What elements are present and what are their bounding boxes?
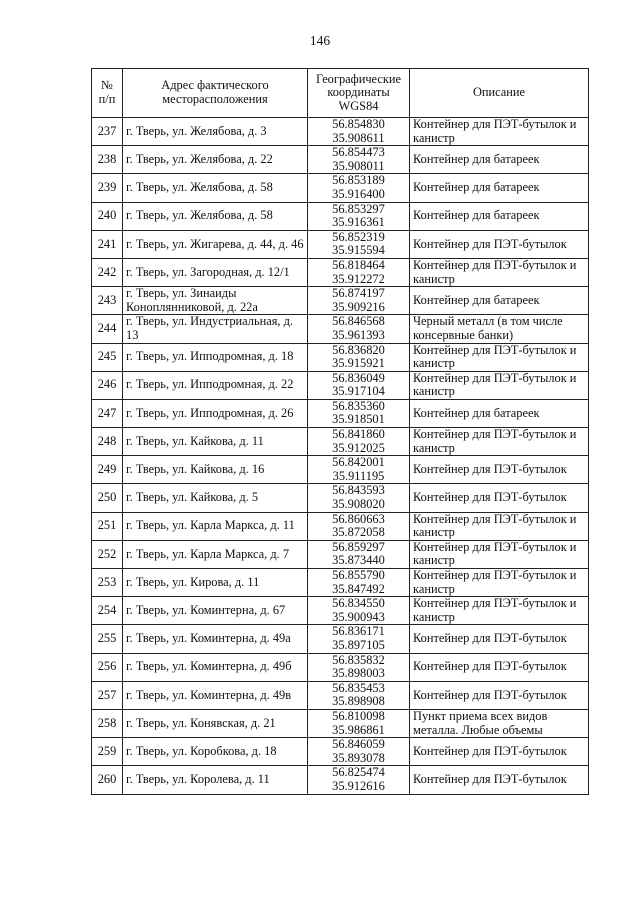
table-row bbox=[92, 202, 589, 230]
row-coordinates bbox=[308, 709, 410, 737]
row-coordinates bbox=[308, 597, 410, 625]
row-coordinates bbox=[308, 399, 410, 427]
row-number: 240 bbox=[92, 202, 123, 230]
row-longitude: 35.912025 bbox=[332, 440, 385, 455]
row-longitude: 35.916361 bbox=[332, 215, 385, 230]
row-description: Контейнер для ПЭТ-бутылок bbox=[410, 230, 589, 258]
row-latitude: 56.842001 bbox=[332, 455, 385, 470]
row-number: 252 bbox=[92, 540, 123, 568]
table-header-row bbox=[92, 69, 589, 118]
table-row bbox=[92, 766, 589, 794]
row-latitude: 56.835360 bbox=[332, 399, 385, 413]
row-coordinates bbox=[308, 540, 410, 568]
row-coordinates bbox=[308, 174, 410, 202]
row-description: Контейнер для ПЭТ-бутылок bbox=[410, 653, 589, 681]
row-description: Контейнер для ПЭТ-бутылок и канистр bbox=[410, 512, 589, 540]
row-coordinates bbox=[308, 202, 410, 230]
row-latitude: 56.843593 bbox=[332, 483, 385, 498]
table-row bbox=[92, 597, 589, 625]
row-number: 246 bbox=[92, 371, 123, 399]
row-latitude: 56.854830 bbox=[332, 117, 385, 131]
row-longitude: 35.872058 bbox=[332, 525, 385, 540]
row-latitude: 56.860663 bbox=[332, 512, 385, 526]
row-latitude: 56.846568 bbox=[332, 314, 385, 329]
row-description: Контейнер для ПЭТ-бутылок и канистр bbox=[410, 118, 589, 146]
row-number: 256 bbox=[92, 653, 123, 681]
table-row bbox=[92, 230, 589, 258]
row-longitude: 35.986861 bbox=[332, 722, 385, 737]
row-latitude: 56.852319 bbox=[332, 230, 385, 244]
table-row bbox=[92, 540, 589, 568]
row-coordinates bbox=[308, 230, 410, 258]
row-description: Пункт приема всех видов металла. Любые объемы bbox=[410, 709, 589, 737]
row-longitude: 35.893078 bbox=[332, 750, 385, 765]
row-coordinates bbox=[308, 258, 410, 286]
row-latitude: 56.836171 bbox=[332, 624, 385, 639]
row-longitude: 35.918501 bbox=[332, 412, 385, 427]
row-longitude: 35.912616 bbox=[332, 778, 385, 793]
row-address: г. Тверь, ул. Кайкова, д. 5 bbox=[123, 484, 308, 512]
row-longitude: 35.847492 bbox=[332, 581, 385, 596]
row-coordinates bbox=[308, 653, 410, 681]
row-longitude: 35.915921 bbox=[332, 356, 385, 371]
row-coordinates bbox=[308, 146, 410, 174]
row-address: г. Тверь, ул. Зинаиды Коноплянниковой, д. 22а bbox=[123, 287, 308, 315]
row-latitude: 56.810098 bbox=[332, 709, 385, 723]
row-number: 241 bbox=[92, 230, 123, 258]
row-description: Черный металл (в том числе консервные банки) bbox=[410, 315, 589, 343]
row-address: г. Тверь, ул. Индустриальная, д. 13 bbox=[123, 315, 308, 343]
table-row bbox=[92, 653, 589, 681]
row-number: 257 bbox=[92, 681, 123, 709]
table-body bbox=[92, 118, 589, 795]
row-longitude: 35.908011 bbox=[332, 158, 385, 173]
row-number: 259 bbox=[92, 738, 123, 766]
row-latitude: 56.874197 bbox=[332, 286, 385, 301]
row-number: 254 bbox=[92, 597, 123, 625]
header-address: Адрес фактического месторасположения bbox=[123, 69, 308, 118]
table-row bbox=[92, 146, 589, 174]
row-address: г. Тверь, ул. Карла Маркса, д. 11 bbox=[123, 512, 308, 540]
table-row bbox=[92, 428, 589, 456]
row-address: г. Тверь, ул. Коминтерна, д. 67 bbox=[123, 597, 308, 625]
table-row bbox=[92, 258, 589, 286]
row-longitude: 35.915594 bbox=[332, 243, 385, 258]
header-number: № п/п bbox=[92, 69, 123, 118]
row-number: 245 bbox=[92, 343, 123, 371]
row-description: Контейнер для батареек bbox=[410, 174, 589, 202]
table-row bbox=[92, 343, 589, 371]
row-address: г. Тверь, ул. Кирова, д. 11 bbox=[123, 569, 308, 597]
row-longitude: 35.917104 bbox=[332, 384, 385, 399]
row-description: Контейнер для ПЭТ-бутылок и канистр bbox=[410, 540, 589, 568]
row-description: Контейнер для ПЭТ-бутылок и канистр bbox=[410, 343, 589, 371]
header-coordinates: Географические координаты WGS84 bbox=[308, 69, 410, 118]
row-description: Контейнер для ПЭТ-бутылок и канистр bbox=[410, 428, 589, 456]
row-longitude: 35.911195 bbox=[332, 468, 385, 483]
row-longitude: 35.898003 bbox=[332, 666, 385, 681]
row-longitude: 35.909216 bbox=[332, 299, 385, 314]
table-row bbox=[92, 118, 589, 146]
row-longitude: 35.912272 bbox=[332, 271, 385, 286]
row-longitude: 35.908020 bbox=[332, 497, 385, 512]
row-latitude: 56.855790 bbox=[332, 568, 385, 582]
row-latitude: 56.836049 bbox=[332, 371, 385, 385]
row-number: 255 bbox=[92, 625, 123, 653]
row-description: Контейнер для ПЭТ-бутылок bbox=[410, 456, 589, 484]
row-coordinates bbox=[308, 118, 410, 146]
table-row bbox=[92, 371, 589, 399]
row-number: 249 bbox=[92, 456, 123, 484]
row-number: 253 bbox=[92, 569, 123, 597]
row-coordinates bbox=[308, 315, 410, 343]
row-description: Контейнер для батареек bbox=[410, 399, 589, 427]
row-latitude: 56.834550 bbox=[332, 596, 385, 611]
header-description: Описание bbox=[410, 69, 589, 118]
row-latitude: 56.841860 bbox=[332, 427, 385, 442]
row-coordinates bbox=[308, 738, 410, 766]
row-address: г. Тверь, ул. Ипподромная, д. 22 bbox=[123, 371, 308, 399]
row-latitude: 56.825474 bbox=[332, 765, 385, 780]
row-latitude: 56.853297 bbox=[332, 202, 385, 216]
table-row bbox=[92, 625, 589, 653]
row-number: 260 bbox=[92, 766, 123, 794]
row-address: г. Тверь, ул. Королева, д. 11 bbox=[123, 766, 308, 794]
row-description: Контейнер для ПЭТ-бутылок bbox=[410, 766, 589, 794]
row-address: г. Тверь, ул. Кайкова, д. 11 bbox=[123, 428, 308, 456]
page-number: 146 bbox=[309, 33, 331, 48]
row-latitude: 56.846059 bbox=[332, 737, 385, 752]
table-row bbox=[92, 512, 589, 540]
row-address: г. Тверь, ул. Карла Маркса, д. 7 bbox=[123, 540, 308, 568]
row-coordinates bbox=[308, 456, 410, 484]
row-latitude: 56.853189 bbox=[332, 173, 385, 188]
table-row bbox=[92, 287, 589, 315]
row-coordinates bbox=[308, 569, 410, 597]
row-number: 244 bbox=[92, 315, 123, 343]
row-description: Контейнер для батареек bbox=[410, 287, 589, 315]
row-longitude: 35.898908 bbox=[332, 694, 385, 709]
row-address: г. Тверь, ул. Коминтерна, д. 49в bbox=[123, 681, 308, 709]
row-address: г. Тверь, ул. Конявская, д. 21 bbox=[123, 709, 308, 737]
row-description: Контейнер для ПЭТ-бутылок и канистр bbox=[410, 597, 589, 625]
table-row bbox=[92, 681, 589, 709]
row-latitude: 56.835832 bbox=[332, 653, 385, 667]
row-description: Контейнер для ПЭТ-бутылок и канистр bbox=[410, 371, 589, 399]
row-longitude: 35.961393 bbox=[332, 327, 385, 342]
row-number: 251 bbox=[92, 512, 123, 540]
row-description: Контейнер для ПЭТ-бутылок bbox=[410, 681, 589, 709]
table-row bbox=[92, 569, 589, 597]
row-latitude: 56.818464 bbox=[332, 258, 385, 272]
row-description: Контейнер для ПЭТ-бутылок bbox=[410, 484, 589, 512]
table-row bbox=[92, 484, 589, 512]
row-coordinates bbox=[308, 766, 410, 794]
row-description: Контейнер для ПЭТ-бутылок bbox=[410, 625, 589, 653]
row-longitude: 35.897105 bbox=[332, 637, 385, 652]
table-row bbox=[92, 399, 589, 427]
row-description: Контейнер для ПЭТ-бутылок bbox=[410, 738, 589, 766]
table-row bbox=[92, 738, 589, 766]
row-coordinates bbox=[308, 371, 410, 399]
row-coordinates bbox=[308, 287, 410, 315]
row-address: г. Тверь, ул. Коминтерна, д. 49б bbox=[123, 653, 308, 681]
row-number: 248 bbox=[92, 428, 123, 456]
table-row bbox=[92, 709, 589, 737]
row-longitude: 35.873440 bbox=[332, 553, 385, 568]
row-latitude: 56.835453 bbox=[332, 681, 385, 695]
row-address: г. Тверь, ул. Жигарева, д. 44, д. 46 bbox=[123, 230, 308, 258]
row-address: г. Тверь, ул. Коробкова, д. 18 bbox=[123, 738, 308, 766]
table-row bbox=[92, 174, 589, 202]
row-coordinates bbox=[308, 625, 410, 653]
row-address: г. Тверь, ул. Желябова, д. 58 bbox=[123, 202, 308, 230]
row-latitude: 56.836820 bbox=[332, 343, 385, 357]
row-description: Контейнер для батареек bbox=[410, 146, 589, 174]
row-address: г. Тверь, ул. Кайкова, д. 16 bbox=[123, 456, 308, 484]
row-address: г. Тверь, ул. Загородная, д. 12/1 bbox=[123, 258, 308, 286]
row-address: г. Тверь, ул. Ипподромная, д. 26 bbox=[123, 399, 308, 427]
row-address: г. Тверь, ул. Желябова, д. 58 bbox=[123, 174, 308, 202]
row-coordinates bbox=[308, 681, 410, 709]
row-number: 247 bbox=[92, 399, 123, 427]
row-coordinates bbox=[308, 512, 410, 540]
row-coordinates bbox=[308, 343, 410, 371]
row-number: 242 bbox=[92, 258, 123, 286]
row-latitude: 56.854473 bbox=[332, 145, 385, 160]
row-longitude: 35.900943 bbox=[332, 609, 385, 624]
row-number: 250 bbox=[92, 484, 123, 512]
row-description: Контейнер для батареек bbox=[410, 202, 589, 230]
row-address: г. Тверь, ул. Желябова, д. 22 bbox=[123, 146, 308, 174]
table-row bbox=[92, 456, 589, 484]
collection-points-table bbox=[91, 68, 589, 795]
row-longitude: 35.908611 bbox=[332, 130, 385, 145]
row-number: 239 bbox=[92, 174, 123, 202]
row-number: 237 bbox=[92, 118, 123, 146]
row-coordinates bbox=[308, 484, 410, 512]
row-address: г. Тверь, ул. Желябова, д. 3 bbox=[123, 118, 308, 146]
row-number: 258 bbox=[92, 709, 123, 737]
row-description: Контейнер для ПЭТ-бутылок и канистр bbox=[410, 258, 589, 286]
row-coordinates bbox=[308, 428, 410, 456]
row-description: Контейнер для ПЭТ-бутылок и канистр bbox=[410, 569, 589, 597]
row-number: 238 bbox=[92, 146, 123, 174]
row-address: г. Тверь, ул. Коминтерна, д. 49а bbox=[123, 625, 308, 653]
row-number: 243 bbox=[92, 287, 123, 315]
row-address: г. Тверь, ул. Ипподромная, д. 18 bbox=[123, 343, 308, 371]
table-row bbox=[92, 315, 589, 343]
row-latitude: 56.859297 bbox=[332, 540, 385, 554]
row-longitude: 35.916400 bbox=[332, 186, 385, 201]
